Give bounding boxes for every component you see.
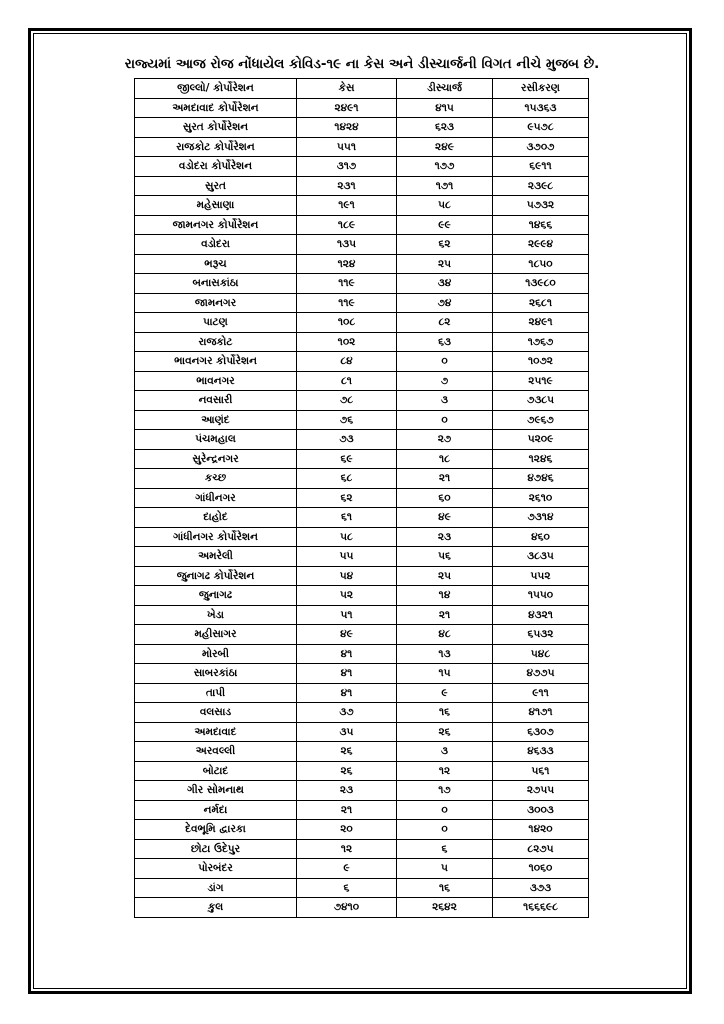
table-row: [135, 508, 589, 528]
district-cell: પંચમહાલ: [135, 430, 297, 450]
table-row: [135, 586, 589, 606]
discharge-cell: ૩: [397, 391, 493, 411]
district-cell: ગીર સોમનાથ: [135, 781, 297, 801]
vaccination-cell: ૧૮૫૦: [493, 254, 589, 274]
vaccination-cell: ૬૫૩૨: [493, 625, 589, 645]
discharge-cell: ૪૯: [397, 508, 493, 528]
vaccination-cell: ૧૦૭૨: [493, 352, 589, 372]
table-row: [135, 742, 589, 762]
discharge-cell: ૨૫: [397, 254, 493, 274]
vaccination-cell: ૩૭૩: [493, 878, 589, 898]
district-cell: ડાંગ: [135, 878, 297, 898]
district-cell: સુરત: [135, 176, 297, 196]
vaccination-cell: ૪૬૦: [493, 527, 589, 547]
vaccination-cell: ૯૧૧: [493, 683, 589, 703]
district-cell: પોરબંદર: [135, 859, 297, 879]
header-cases: કેસ: [297, 79, 397, 99]
discharge-cell: ૫: [397, 859, 493, 879]
table-body: [135, 98, 589, 898]
vaccination-cell: ૩૮૩૫: [493, 547, 589, 567]
table-row: [135, 683, 589, 703]
vaccination-cell: ૪૭૭૫: [493, 664, 589, 684]
total-row: [135, 898, 589, 918]
cases-cell: ૪૧: [297, 644, 397, 664]
discharge-cell: ૪૮: [397, 625, 493, 645]
vaccination-cell: ૯૫૭૮: [493, 118, 589, 138]
table-row: [135, 449, 589, 469]
table-row: [135, 781, 589, 801]
discharge-cell: ૦: [397, 820, 493, 840]
vaccination-cell: ૫૨૦૯: [493, 430, 589, 450]
vaccination-cell: ૧૦૬૦: [493, 859, 589, 879]
discharge-cell: ૨૫: [397, 566, 493, 586]
discharge-cell: ૩: [397, 742, 493, 762]
district-cell: વડોદરા કોર્પોરેશન: [135, 157, 297, 177]
district-cell: ભાવનગર કોર્પોરેશન: [135, 352, 297, 372]
table-row: [135, 566, 589, 586]
vaccination-cell: ૫૭૩૨: [493, 196, 589, 216]
discharge-cell: ૧૮: [397, 449, 493, 469]
total-label: કુલ: [135, 898, 297, 918]
table-row: [135, 254, 589, 274]
cases-cell: ૨૩૧: [297, 176, 397, 196]
district-cell: અમદાવાદ કોર્પોરેશન: [135, 98, 297, 118]
table-header-row: [135, 79, 589, 99]
vaccination-cell: ૪૩૨૧: [493, 605, 589, 625]
cases-cell: ૧૨૪: [297, 254, 397, 274]
table-row: [135, 644, 589, 664]
table-row: [135, 664, 589, 684]
discharge-cell: ૬: [397, 839, 493, 859]
header-district: જીલ્લો/ કોર્પોરેશન: [135, 79, 297, 99]
cases-cell: ૧૦૨: [297, 332, 397, 352]
discharge-cell: ૧૫: [397, 664, 493, 684]
discharge-cell: ૩૪: [397, 274, 493, 294]
table-row: [135, 293, 589, 313]
cases-cell: ૧૯૧: [297, 196, 397, 216]
discharge-cell: ૬૦: [397, 488, 493, 508]
cases-cell: ૭૩: [297, 430, 397, 450]
vaccination-cell: ૬૯૧૧: [493, 157, 589, 177]
discharge-cell: ૬૨૩: [397, 118, 493, 138]
table-row: [135, 761, 589, 781]
district-cell: અમદાવાદ: [135, 722, 297, 742]
district-cell: છોટા ઉદેપુર: [135, 839, 297, 859]
discharge-cell: ૧૬: [397, 703, 493, 723]
discharge-cell: ૧૨: [397, 761, 493, 781]
district-cell: દેવભૂમિ દ્વારકા: [135, 820, 297, 840]
table-row: [135, 430, 589, 450]
vaccination-cell: ૭૩૮૫: [493, 391, 589, 411]
table-row: [135, 176, 589, 196]
table-row: [135, 215, 589, 235]
vaccination-cell: ૫૪૮: [493, 644, 589, 664]
district-cell: રાજકોટ કોર્પોરેશન: [135, 137, 297, 157]
table-row: [135, 332, 589, 352]
district-cell: મહીસાગર: [135, 625, 297, 645]
district-cell: કચ્છ: [135, 469, 297, 489]
total-vaccination: ૧૬૬૬૯૮: [493, 898, 589, 918]
page-title: રાજ્યમાં આજ રોજ નોંધાયેલ કોવિડ-૧૯ ના કેસ અને ડીસ્ચાર્જની વિગત નીચે મુજબ છે.: [124, 56, 600, 72]
total-discharge: ૨૬૪૨: [397, 898, 493, 918]
cases-cell: ૮૪: [297, 352, 397, 372]
vaccination-cell: ૨૪૯૧: [493, 313, 589, 333]
district-cell: નવસારી: [135, 391, 297, 411]
table-row: [135, 274, 589, 294]
discharge-cell: ૮૨: [397, 313, 493, 333]
discharge-cell: ૦: [397, 352, 493, 372]
vaccination-cell: ૬૩૦૭: [493, 722, 589, 742]
header-vaccination: રસીકરણ: [493, 79, 589, 99]
cases-cell: ૧૩૫: [297, 235, 397, 255]
district-cell: નર્મદા: [135, 800, 297, 820]
cases-cell: ૪૯: [297, 625, 397, 645]
district-cell: આણંદ: [135, 410, 297, 430]
discharge-cell: ૯૯: [397, 215, 493, 235]
district-cell: ગાંધીનગર: [135, 488, 297, 508]
district-cell: ગાંધીનગર કોર્પોરેશન: [135, 527, 297, 547]
table-row: [135, 196, 589, 216]
table-row: [135, 313, 589, 333]
district-cell: રાજકોટ: [135, 332, 297, 352]
cases-cell: ૧૮૯: [297, 215, 397, 235]
table-row: [135, 352, 589, 372]
cases-cell: ૩૭: [297, 703, 397, 723]
cases-cell: ૫૧: [297, 605, 397, 625]
vaccination-cell: ૪૭૪૬: [493, 469, 589, 489]
vaccination-cell: ૧૫૫૦: [493, 586, 589, 606]
table-row: [135, 605, 589, 625]
cases-cell: ૧૪૨૪: [297, 118, 397, 138]
vaccination-cell: ૨૬૧૦: [493, 488, 589, 508]
cases-cell: ૨૦: [297, 820, 397, 840]
discharge-cell: ૯: [397, 683, 493, 703]
district-cell: બોટાદ: [135, 761, 297, 781]
district-cell: દાહોદ: [135, 508, 297, 528]
cases-cell: ૪૧: [297, 664, 397, 684]
cases-cell: ૧૧૯: [297, 293, 397, 313]
cases-cell: ૬૯: [297, 449, 397, 469]
discharge-cell: ૬૨: [397, 235, 493, 255]
table-row: [135, 118, 589, 138]
vaccination-cell: ૧૫૩૬૩: [493, 98, 589, 118]
vaccination-cell: ૧૨૪૬: [493, 449, 589, 469]
cases-cell: ૨૬: [297, 742, 397, 762]
vaccination-cell: ૧૪૨૦: [493, 820, 589, 840]
vaccination-cell: ૪૧૭૧: [493, 703, 589, 723]
discharge-cell: ૭: [397, 371, 493, 391]
cases-cell: ૧૨: [297, 839, 397, 859]
district-cell: સાબરકાંઠા: [135, 664, 297, 684]
cases-cell: ૨૪૯૧: [297, 98, 397, 118]
cases-cell: ૬૧: [297, 508, 397, 528]
district-cell: અમરેલી: [135, 547, 297, 567]
table-row: [135, 488, 589, 508]
vaccination-cell: ૫૬૧: [493, 761, 589, 781]
cases-cell: ૩૫: [297, 722, 397, 742]
cases-cell: ૩૧૭: [297, 157, 397, 177]
table-row: [135, 391, 589, 411]
district-cell: મહેસાણા: [135, 196, 297, 216]
cases-cell: ૬૮: [297, 469, 397, 489]
discharge-cell: ૨૩: [397, 527, 493, 547]
cases-cell: ૨૩: [297, 781, 397, 801]
discharge-cell: ૨૪૯: [397, 137, 493, 157]
district-cell: જુનાગઢ કોર્પોરેશન: [135, 566, 297, 586]
cases-cell: ૯: [297, 859, 397, 879]
district-cell: પાટણ: [135, 313, 297, 333]
discharge-cell: ૨૧: [397, 605, 493, 625]
total-cases: ૭૪૧૦: [297, 898, 397, 918]
vaccination-cell: ૨૭૫૫: [493, 781, 589, 801]
vaccination-cell: ૧૭૬૭: [493, 332, 589, 352]
district-cell: ભાવનગર: [135, 371, 297, 391]
table-row: [135, 410, 589, 430]
vaccination-cell: ૨૯૯૪: [493, 235, 589, 255]
district-cell: મોરબી: [135, 644, 297, 664]
header-discharge: ડીસ્ચાર્જ: [397, 79, 493, 99]
district-cell: ભરૂચ: [135, 254, 297, 274]
discharge-cell: ૨૬: [397, 722, 493, 742]
cases-cell: ૭૬: [297, 410, 397, 430]
district-cell: અરવલ્લી: [135, 742, 297, 762]
table-row: [135, 625, 589, 645]
vaccination-cell: ૭૩૧૪: [493, 508, 589, 528]
district-cell: વડોદરા: [135, 235, 297, 255]
district-cell: તાપી: [135, 683, 297, 703]
vaccination-cell: ૪૬૩૩: [493, 742, 589, 762]
cases-cell: ૫૮: [297, 527, 397, 547]
discharge-cell: ૫૬: [397, 547, 493, 567]
discharge-cell: ૦: [397, 410, 493, 430]
table-row: [135, 703, 589, 723]
table-row: [135, 839, 589, 859]
covid-cases-table: [134, 78, 589, 918]
cases-cell: ૬: [297, 878, 397, 898]
district-cell: સુરત કોર્પોરેશન: [135, 118, 297, 138]
table-row: [135, 878, 589, 898]
table-row: [135, 527, 589, 547]
vaccination-cell: ૧૪૬૬: [493, 215, 589, 235]
cases-cell: ૧૦૮: [297, 313, 397, 333]
cases-cell: ૧૧૯: [297, 274, 397, 294]
table-row: [135, 371, 589, 391]
table-row: [135, 800, 589, 820]
cases-cell: ૫૪: [297, 566, 397, 586]
table-row: [135, 235, 589, 255]
table-row: [135, 469, 589, 489]
vaccination-cell: ૩૦૦૩: [493, 800, 589, 820]
table-row: [135, 157, 589, 177]
discharge-cell: ૪૧૫: [397, 98, 493, 118]
table-row: [135, 820, 589, 840]
vaccination-cell: ૮૨૭૫: [493, 839, 589, 859]
district-cell: સુરેન્દ્રનગર: [135, 449, 297, 469]
cases-cell: ૨૬: [297, 761, 397, 781]
vaccination-cell: ૭૯૬૭: [493, 410, 589, 430]
cases-cell: ૭૮: [297, 391, 397, 411]
vaccination-cell: ૨૩૯૮: [493, 176, 589, 196]
discharge-cell: ૦: [397, 800, 493, 820]
district-cell: બનાસકાંઠા: [135, 274, 297, 294]
district-cell: જામનગર: [135, 293, 297, 313]
table-row: [135, 859, 589, 879]
cases-cell: ૫૫: [297, 547, 397, 567]
discharge-cell: ૧૭૭: [397, 157, 493, 177]
vaccination-cell: ૨૬૮૧: [493, 293, 589, 313]
cases-cell: ૬૨: [297, 488, 397, 508]
discharge-cell: ૨૭: [397, 430, 493, 450]
discharge-cell: ૬૩: [397, 332, 493, 352]
discharge-cell: ૧૬: [397, 878, 493, 898]
table-row: [135, 137, 589, 157]
cases-cell: ૮૧: [297, 371, 397, 391]
vaccination-cell: ૧૩૯૮૦: [493, 274, 589, 294]
district-cell: ખેડા: [135, 605, 297, 625]
discharge-cell: ૧૭: [397, 781, 493, 801]
discharge-cell: ૧૪: [397, 586, 493, 606]
discharge-cell: ૧૭૧: [397, 176, 493, 196]
table-row: [135, 98, 589, 118]
vaccination-cell: ૩૭૦૭: [493, 137, 589, 157]
cases-cell: ૪૧: [297, 683, 397, 703]
vaccination-cell: ૨૫૧૯: [493, 371, 589, 391]
discharge-cell: ૭૪: [397, 293, 493, 313]
district-cell: વલસાડ: [135, 703, 297, 723]
district-cell: જામનગર કોર્પોરેશન: [135, 215, 297, 235]
cases-cell: ૫૨: [297, 586, 397, 606]
table-row: [135, 547, 589, 567]
district-cell: જુનાગઢ: [135, 586, 297, 606]
vaccination-cell: ૫૫૨: [493, 566, 589, 586]
discharge-cell: ૨૧: [397, 469, 493, 489]
cases-cell: ૫૫૧: [297, 137, 397, 157]
table-row: [135, 722, 589, 742]
discharge-cell: ૫૮: [397, 196, 493, 216]
discharge-cell: ૧૩: [397, 644, 493, 664]
cases-cell: ૨૧: [297, 800, 397, 820]
